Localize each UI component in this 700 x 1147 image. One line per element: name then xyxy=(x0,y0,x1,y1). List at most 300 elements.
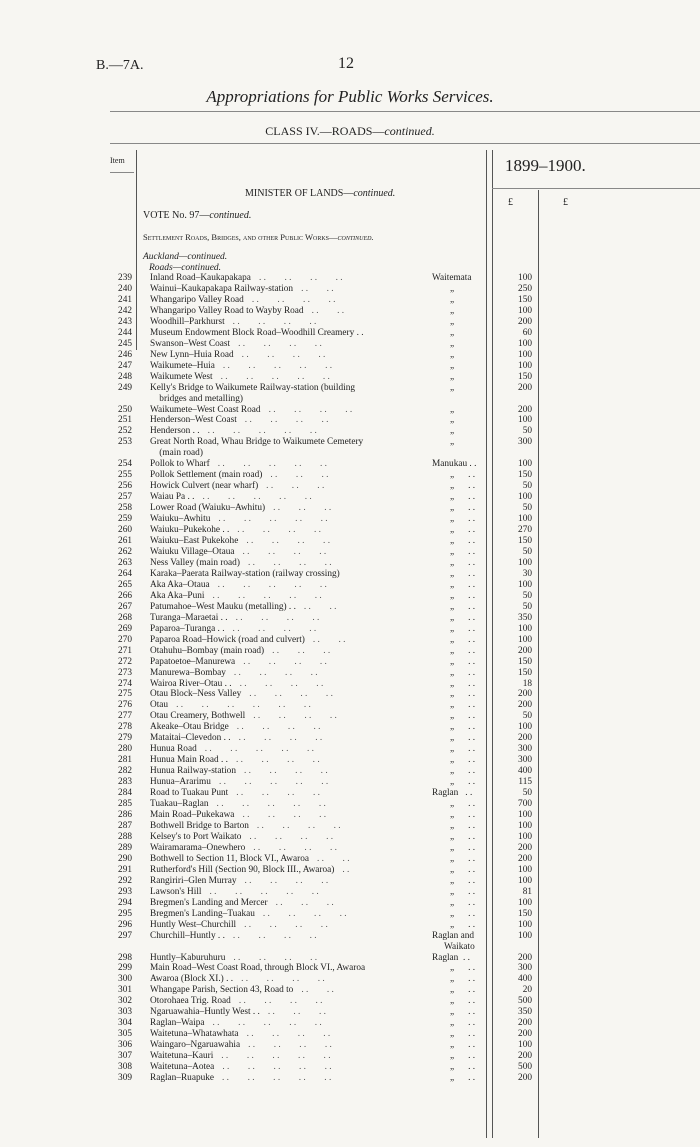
electoral-district: „ . . xyxy=(450,875,476,886)
table-row xyxy=(110,394,540,405)
item-number: 296 xyxy=(118,919,132,930)
electoral-district: „ . . xyxy=(450,985,476,996)
table-row xyxy=(110,602,540,613)
amount: 150 xyxy=(518,536,532,547)
item-number: 295 xyxy=(118,908,132,919)
electoral-district: „ . . xyxy=(450,974,476,985)
item-number: 280 xyxy=(118,744,132,755)
table-row xyxy=(110,525,540,536)
item-number: 292 xyxy=(118,875,132,886)
amount: 100 xyxy=(518,930,532,941)
item-number: 303 xyxy=(118,1007,132,1018)
amount: 100 xyxy=(518,459,532,470)
table-row xyxy=(110,953,540,964)
amount: 400 xyxy=(518,766,532,777)
item-number: 262 xyxy=(118,547,132,557)
amount: 300 xyxy=(518,755,532,766)
item-column-label: Item xyxy=(110,156,125,165)
item-number: 286 xyxy=(118,810,132,821)
table-row xyxy=(110,876,540,887)
electoral-district: „ . . xyxy=(450,645,476,656)
amount: 250 xyxy=(518,283,532,294)
leader-dots: . . . . xyxy=(301,283,334,294)
amount: 150 xyxy=(518,656,532,667)
table-row xyxy=(110,492,540,503)
class-heading-cont: continued. xyxy=(384,124,435,138)
electoral-district: „ . . xyxy=(450,547,476,557)
road-description: Museum Endowment Block Road–Woodhill Creamery . . xyxy=(150,327,364,338)
item-number: 252 xyxy=(118,426,132,437)
table-row xyxy=(110,426,540,437)
amount: 100 xyxy=(518,349,532,360)
item-number: 255 xyxy=(118,470,132,481)
item-number: 273 xyxy=(118,667,132,678)
table-row xyxy=(110,437,540,448)
item-number: 298 xyxy=(118,952,132,963)
amount: 81 xyxy=(522,886,532,897)
item-number: 261 xyxy=(118,536,132,547)
electoral-district: „ xyxy=(450,415,455,426)
leader-dots: . . . . . . . . xyxy=(241,349,326,360)
electoral-district: „ . . xyxy=(450,536,476,547)
electoral-district: „ xyxy=(450,305,455,316)
item-number: 248 xyxy=(118,371,132,382)
amount: 20 xyxy=(522,985,532,996)
amount: 100 xyxy=(518,831,532,842)
amount: 200 xyxy=(518,733,532,744)
electoral-district: Raglan . . xyxy=(432,788,473,799)
item-number: 257 xyxy=(118,492,132,503)
item-number: 258 xyxy=(118,503,132,514)
road-description: Mataitai–Clevedon . . xyxy=(150,733,231,744)
leader-dots: . . . . . . xyxy=(266,481,325,492)
road-description: Road to Tuakau Punt xyxy=(150,788,229,799)
amount: 200 xyxy=(518,316,532,327)
electoral-district: „ xyxy=(450,283,455,294)
table-row xyxy=(110,514,540,525)
amount: 50 xyxy=(522,601,532,612)
table-row xyxy=(110,996,540,1007)
leader-dots: . . . . . . . . xyxy=(253,711,337,722)
leader-dots: . . . . xyxy=(303,601,337,612)
electoral-district: „ . . xyxy=(450,886,476,897)
table-row xyxy=(110,679,540,690)
electoral-district: „ . . xyxy=(450,919,476,930)
item-number: 241 xyxy=(118,294,132,305)
leader-dots: . . . . . . . . . . . . xyxy=(176,700,311,711)
item-number: 293 xyxy=(118,886,132,897)
section-heading-text: Settlement Roads, Bridges, and other Public Works— xyxy=(143,232,338,242)
leader-dots: . . . . . . . . xyxy=(235,612,320,623)
table-row xyxy=(110,580,540,591)
electoral-district: „ . . xyxy=(450,557,476,568)
electoral-district: „ . . xyxy=(450,568,476,579)
leader-dots: . . . . . . . . . . xyxy=(217,579,327,590)
electoral-district: „ . . xyxy=(450,612,476,623)
table-row xyxy=(110,700,540,711)
leader-dots: . . . . . . . . xyxy=(247,557,332,568)
amount: 200 xyxy=(518,842,532,853)
amount: 115 xyxy=(518,777,532,788)
amount: 150 xyxy=(518,908,532,919)
leader-dots: . . . . . . . . . . xyxy=(222,1073,332,1084)
road-description: Wairamarama–Onewhero xyxy=(150,842,246,853)
electoral-district: „ . . xyxy=(450,503,476,514)
leader-dots: . . . . . . . . . . xyxy=(216,799,326,810)
leader-dots: . . . . . . . . xyxy=(232,930,317,941)
table-row xyxy=(110,668,540,679)
amount: 350 xyxy=(518,612,532,623)
electoral-district: „ xyxy=(450,371,455,382)
electoral-district: „ xyxy=(450,382,455,393)
year-rule xyxy=(492,188,700,189)
amount: 270 xyxy=(518,525,532,536)
item-number: 302 xyxy=(118,996,132,1007)
currency-label-left: £ xyxy=(508,197,513,208)
road-description: Waitetuna–Aotea xyxy=(150,1062,215,1073)
amount: 350 xyxy=(518,1007,532,1018)
amount: 50 xyxy=(522,481,532,492)
electoral-district: „ . . xyxy=(450,864,476,875)
amount: 60 xyxy=(522,327,532,338)
electoral-district: „ . . xyxy=(450,722,476,733)
table-row xyxy=(110,821,540,832)
amount: 150 xyxy=(518,371,532,382)
leader-dots: . . . . . . . . . . xyxy=(222,360,333,371)
leader-dots: . . . . . . . . xyxy=(241,974,325,985)
leader-dots: . . . . xyxy=(312,634,346,645)
item-number: 260 xyxy=(118,525,132,536)
road-description: Henderson–West Coast xyxy=(150,415,237,426)
item-number: 304 xyxy=(118,1018,132,1029)
electoral-district: „ . . xyxy=(450,601,476,612)
table-row xyxy=(110,711,540,722)
electoral-district: „ . . xyxy=(450,525,476,536)
electoral-district: „ . . xyxy=(450,744,476,755)
table-row xyxy=(110,887,540,898)
table-row xyxy=(110,635,540,646)
road-description: Awaroa (Block XI.) . . xyxy=(150,974,234,985)
leader-dots: . . . . . . . . xyxy=(249,831,334,842)
road-description: Waiuku–Pukekohe . . xyxy=(150,525,230,536)
road-description: Karaka–Paerata Railway-station (railway crossing) xyxy=(150,568,340,579)
road-description: Woodhill–Parkhurst xyxy=(150,316,225,327)
electoral-district: „ . . xyxy=(450,667,476,678)
leader-dots: . . . . . . . . xyxy=(243,656,327,667)
table-row xyxy=(110,1018,540,1029)
leader-dots: . . . . . . . . . . xyxy=(207,426,317,437)
roads-subheading: Roads—continued. xyxy=(149,263,222,273)
amount: 50 xyxy=(522,788,532,799)
item-number: 247 xyxy=(118,360,132,371)
table-row xyxy=(110,383,540,394)
electoral-district: „ . . xyxy=(450,481,476,492)
item-number: 254 xyxy=(118,459,132,470)
road-description: Inland Road–Kaukapakapa xyxy=(150,273,251,283)
road-description: Howick Culvert (near wharf) xyxy=(150,481,259,492)
amount: 150 xyxy=(518,294,532,305)
item-number: 269 xyxy=(118,623,132,634)
amount: 200 xyxy=(518,1073,532,1084)
amount: 500 xyxy=(518,996,532,1007)
road-description: (main road) xyxy=(150,448,203,459)
leader-dots: . . . . . . . . xyxy=(236,788,320,799)
table-row xyxy=(110,854,540,865)
electoral-district: Waitemata xyxy=(432,273,472,283)
table-row xyxy=(110,646,540,657)
road-description: Huntly West–Churchill xyxy=(150,919,237,930)
table-row xyxy=(110,799,540,810)
minister-heading-cont: continued. xyxy=(353,188,396,199)
road-description: Huntly–Kaburuhuru xyxy=(150,952,226,963)
road-description: Ness Valley (main road) xyxy=(150,557,240,568)
table-row xyxy=(110,909,540,920)
amount: 200 xyxy=(518,952,532,963)
item-number: 275 xyxy=(118,689,132,700)
amount: 200 xyxy=(518,689,532,700)
leader-dots: . . . . . . . . xyxy=(244,415,329,426)
leader-dots: . . . . . . . . xyxy=(246,1029,331,1040)
table-row xyxy=(110,470,540,481)
table-row xyxy=(110,722,540,733)
leader-dots: . . . . . . . . xyxy=(233,667,318,678)
item-number: 278 xyxy=(118,722,132,733)
table-row xyxy=(110,832,540,843)
leader-dots: . . . . . . . . xyxy=(262,908,347,919)
item-number: 250 xyxy=(118,404,132,415)
electoral-district: „ . . xyxy=(450,1007,476,1018)
road-description: Main Road–Pukekawa xyxy=(150,810,235,821)
road-description: Whangape Parish, Section 43, Road to xyxy=(150,985,294,996)
amount: 700 xyxy=(518,799,532,810)
road-description: Aka Aka–Otaua xyxy=(150,579,210,590)
amount: 150 xyxy=(518,470,532,481)
road-description: Main Road–West Coast Road, through Block VI., Awaroa xyxy=(150,963,366,974)
electoral-district: „ . . xyxy=(450,711,476,722)
amount: 100 xyxy=(518,821,532,831)
table-row xyxy=(110,931,540,942)
leader-dots: . . . . . . . . xyxy=(232,316,317,327)
amount: 100 xyxy=(518,360,532,371)
item-number: 265 xyxy=(118,579,132,590)
road-description: Hunua Railway-station xyxy=(150,766,236,777)
amount: 100 xyxy=(518,514,532,525)
table-row xyxy=(110,766,540,777)
leader-dots: . . . . . . xyxy=(273,503,332,514)
leader-dots: . . . . . . . . xyxy=(244,875,329,886)
leader-dots: . . . . . . . . xyxy=(243,766,328,777)
amount: 300 xyxy=(518,744,532,755)
electoral-district: „ xyxy=(450,338,455,349)
road-description: Manurewa–Bombay xyxy=(150,667,226,678)
document-reference: B.—7A. xyxy=(96,58,144,73)
section-heading xyxy=(143,232,374,242)
road-description: Paparoa Road–Howick (road and culvert) xyxy=(150,634,305,645)
leader-dots: . . . . . . . . . . xyxy=(222,1062,332,1073)
leader-dots: . . xyxy=(342,864,350,875)
amount: 100 xyxy=(518,1040,532,1051)
item-number: 239 xyxy=(118,273,132,283)
electoral-district: „ . . xyxy=(450,777,476,788)
amount: 200 xyxy=(518,700,532,711)
table-row xyxy=(110,865,540,876)
road-description: Bothwell to Section 11, Block VI., Awaroa xyxy=(150,853,309,864)
item-number: 284 xyxy=(118,788,132,799)
leader-dots: . . . . . . . . xyxy=(244,919,328,930)
leader-dots: . . . . xyxy=(301,985,334,996)
amount: 100 xyxy=(518,919,532,930)
table-row xyxy=(110,788,540,799)
electoral-district: „ . . xyxy=(450,634,476,645)
road-description: Waiau Pa . . xyxy=(150,492,195,503)
electoral-district: „ . . xyxy=(450,755,476,766)
road-description: Swanson–West Coast xyxy=(150,338,231,349)
item-number: 279 xyxy=(118,733,132,744)
road-description: Wainui–Kaukapakapa Railway-station xyxy=(150,283,294,294)
table-row xyxy=(110,1007,540,1018)
table-row xyxy=(110,810,540,821)
item-number: 309 xyxy=(118,1073,132,1084)
road-description: Waitetuna–Whatawhata xyxy=(150,1029,239,1040)
road-description: Ngaruawahia–Huntly West . . xyxy=(150,1007,260,1018)
electoral-district: „ xyxy=(450,327,455,338)
electoral-district: „ . . xyxy=(450,1040,476,1051)
road-description: Lawson's Hill xyxy=(150,886,202,897)
amount: 100 xyxy=(518,557,532,568)
amount: 30 xyxy=(522,568,532,579)
electoral-district: „ . . xyxy=(450,514,476,525)
electoral-district: „ xyxy=(450,360,455,371)
road-description: Waiuku Village–Otaua xyxy=(150,547,235,557)
road-description: New Lynn–Huia Road xyxy=(150,349,234,360)
amount: 100 xyxy=(518,722,532,733)
amount: 100 xyxy=(518,864,532,875)
electoral-district: „ . . xyxy=(450,810,476,821)
item-number: 288 xyxy=(118,831,132,842)
table-row xyxy=(110,317,540,328)
table-row xyxy=(110,1073,540,1084)
road-description: Hunua Road xyxy=(150,744,197,755)
road-description: Rutherford's Hill (Section 90, Block III., Awaroa) xyxy=(150,864,335,875)
road-description: Wairoa River–Otau . . xyxy=(150,678,232,689)
table-row xyxy=(110,624,540,635)
road-description: Great North Road, Whau Bridge to Waikumete Cemetery xyxy=(150,437,364,448)
item-number: 268 xyxy=(118,612,132,623)
table-row xyxy=(110,777,540,788)
leader-dots: . . . . . . . . . . xyxy=(220,371,330,382)
road-description: Waikumete–West Coast Road xyxy=(150,404,261,415)
table-row xyxy=(110,339,540,350)
item-number: 242 xyxy=(118,305,132,316)
amount: 500 xyxy=(518,1062,532,1073)
item-number: 289 xyxy=(118,842,132,853)
leader-dots: . . . . . . xyxy=(272,645,331,656)
road-description: Waikumete West xyxy=(150,371,213,382)
leader-dots: . . . . . . . . xyxy=(248,1040,332,1051)
table-row xyxy=(110,942,540,953)
leader-dots: . . . . . . . . xyxy=(242,810,327,821)
leader-dots: . . . . . . . . xyxy=(238,338,322,349)
minister-heading xyxy=(245,188,395,199)
road-description: Hunua–Ararimu xyxy=(150,777,211,788)
road-description: Kelsey's to Port Waikato xyxy=(150,831,242,842)
electoral-district: „ . . xyxy=(450,579,476,590)
road-description: Paparoa–Turanga . . xyxy=(150,623,225,634)
table-row xyxy=(110,558,540,569)
page-number: 12 xyxy=(338,55,354,72)
leader-dots: . . . . . . . . . . xyxy=(212,590,322,601)
road-description: Whangaripo Valley Road xyxy=(150,294,244,305)
road-description: Henderson . . xyxy=(150,426,200,437)
electoral-district: „ . . xyxy=(450,1029,476,1040)
table-row xyxy=(110,536,540,547)
table-row xyxy=(110,1051,540,1062)
electoral-district: „ xyxy=(450,404,455,415)
item-number: 272 xyxy=(118,656,132,667)
electoral-district: „ . . xyxy=(450,853,476,864)
item-number: 291 xyxy=(118,864,132,875)
amount: 200 xyxy=(518,853,532,864)
electoral-district: „ xyxy=(450,437,455,448)
year-heading: 1899–1900. xyxy=(505,156,586,175)
item-number: 308 xyxy=(118,1062,132,1073)
road-description: Otau Block–Ness Valley xyxy=(150,689,242,700)
table-row xyxy=(110,273,540,284)
leader-dots: . . . . . . . . . . xyxy=(202,492,312,503)
leader-dots: . . . . . . . . xyxy=(239,678,324,689)
amount: 50 xyxy=(522,547,532,557)
table-row xyxy=(110,405,540,416)
road-description: Kelly's Bridge to Waikumete Railway-station (building xyxy=(150,382,355,393)
amount: 300 xyxy=(518,437,532,448)
amount: 100 xyxy=(518,415,532,426)
electoral-district: Waikato xyxy=(444,941,475,952)
amount: 200 xyxy=(518,1018,532,1029)
leader-dots: . . . . . . xyxy=(270,470,329,481)
electoral-district: „ . . xyxy=(450,678,476,689)
electoral-district: „ . . xyxy=(450,700,476,711)
electoral-district: „ xyxy=(450,294,455,305)
electoral-district: „ . . xyxy=(450,1018,476,1029)
item-number: 300 xyxy=(118,974,132,985)
item-number: 270 xyxy=(118,634,132,645)
amount: 100 xyxy=(518,305,532,316)
amount: 100 xyxy=(518,897,532,908)
amount: 300 xyxy=(518,963,532,974)
road-description: Pollok to Wharf xyxy=(150,459,210,470)
table-row xyxy=(110,744,540,755)
leader-dots: . . . . . . . . xyxy=(256,821,341,831)
electoral-district: „ . . xyxy=(450,842,476,853)
road-description: Otau xyxy=(150,700,169,711)
road-description: Otahuhu–Bombay (main road) xyxy=(150,645,265,656)
electoral-district: „ . . xyxy=(450,492,476,503)
electoral-district: „ . . xyxy=(450,623,476,634)
electoral-district: Raglan and xyxy=(432,930,475,941)
road-description: Bothwell Bridge to Barton xyxy=(150,821,249,831)
item-label-rule xyxy=(110,172,134,173)
item-number: 243 xyxy=(118,316,132,327)
road-description: Raglan–Ruapuke xyxy=(150,1073,215,1084)
table-row xyxy=(110,963,540,974)
item-number: 245 xyxy=(118,338,132,349)
leader-dots: . . . . . . . . xyxy=(232,623,317,634)
table-row xyxy=(110,985,540,996)
leader-dots: . . . . . . xyxy=(275,897,334,908)
road-description: Waiuku–Awhitu xyxy=(150,514,211,525)
road-description: Waiuku–East Pukekohe xyxy=(150,536,239,547)
amount: 100 xyxy=(518,810,532,821)
